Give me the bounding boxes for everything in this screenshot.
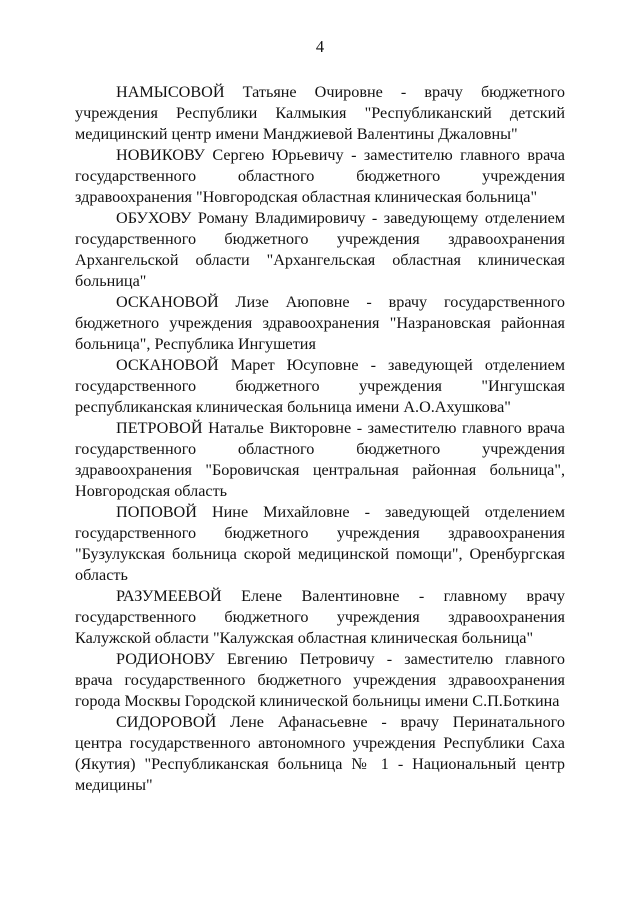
- list-item: ОСКАНОВОЙ Лизе Аюповне - врачу государственного бюджетного учреждения здравоохранения "Назрановская районная больница", Республика Ингушетия: [75, 293, 565, 353]
- list-item: ОБУХОВУ Роману Владимировичу - заведующему отделением государственного бюджетного учреждения здравоохранения Архангельской области "Архангельская областная клиническая больница": [75, 209, 565, 290]
- award-list: [75, 82, 565, 796]
- list-item: ОСКАНОВОЙ Марет Юсуповне - заведующей отделением государственного бюджетного учреждения "Ингушская республиканская клиническая больница имени А.О.Ахушкова": [75, 356, 565, 416]
- list-item: ПОПОВОЙ Нине Михайловне - заведующей отделением государственного бюджетного учреждения здравоохранения "Бузулукская больница скорой медицинской помощи", Оренбургская область: [75, 503, 565, 584]
- list-item: РОДИОНОВУ Евгению Петровичу - заместителю главного врача государственного бюджетного учреждения здравоохранения города Москвы Городской клинической больницы имени С.П.Боткина: [75, 650, 565, 710]
- list-item: НАМЫСОВОЙ Татьяне Очировне - врачу бюджетного учреждения Республики Калмыкия "Республиканский детский медицинский центр имени Манджиевой Валентины Джаловны": [75, 83, 565, 143]
- list-item: РАЗУМЕЕВОЙ Елене Валентиновне - главному врачу государственного бюджетного учреждения здравоохранения Калужской области "Калужская областная клиническая больница": [75, 587, 565, 647]
- list-item: ПЕТРОВОЙ Наталье Викторовне - заместителю главного врача государственного областного бюджетного учреждения здравоохранения "Боровичская центральная районная больница", Новгородская область: [75, 419, 565, 500]
- page-number: 4: [315, 37, 325, 56]
- list-item: НОВИКОВУ Сергею Юрьевичу - заместителю главного врача государственного областного бюджетного учреждения здравоохранения "Новгородская областная клиническая больница": [75, 146, 565, 206]
- list-item: СИДОРОВОЙ Лене Афанасьевне - врачу Перинатального центра государственного автономного учреждения Республики Саха (Якутия) "Республиканская больница № 1 - Национальный центр медицины": [75, 713, 565, 794]
